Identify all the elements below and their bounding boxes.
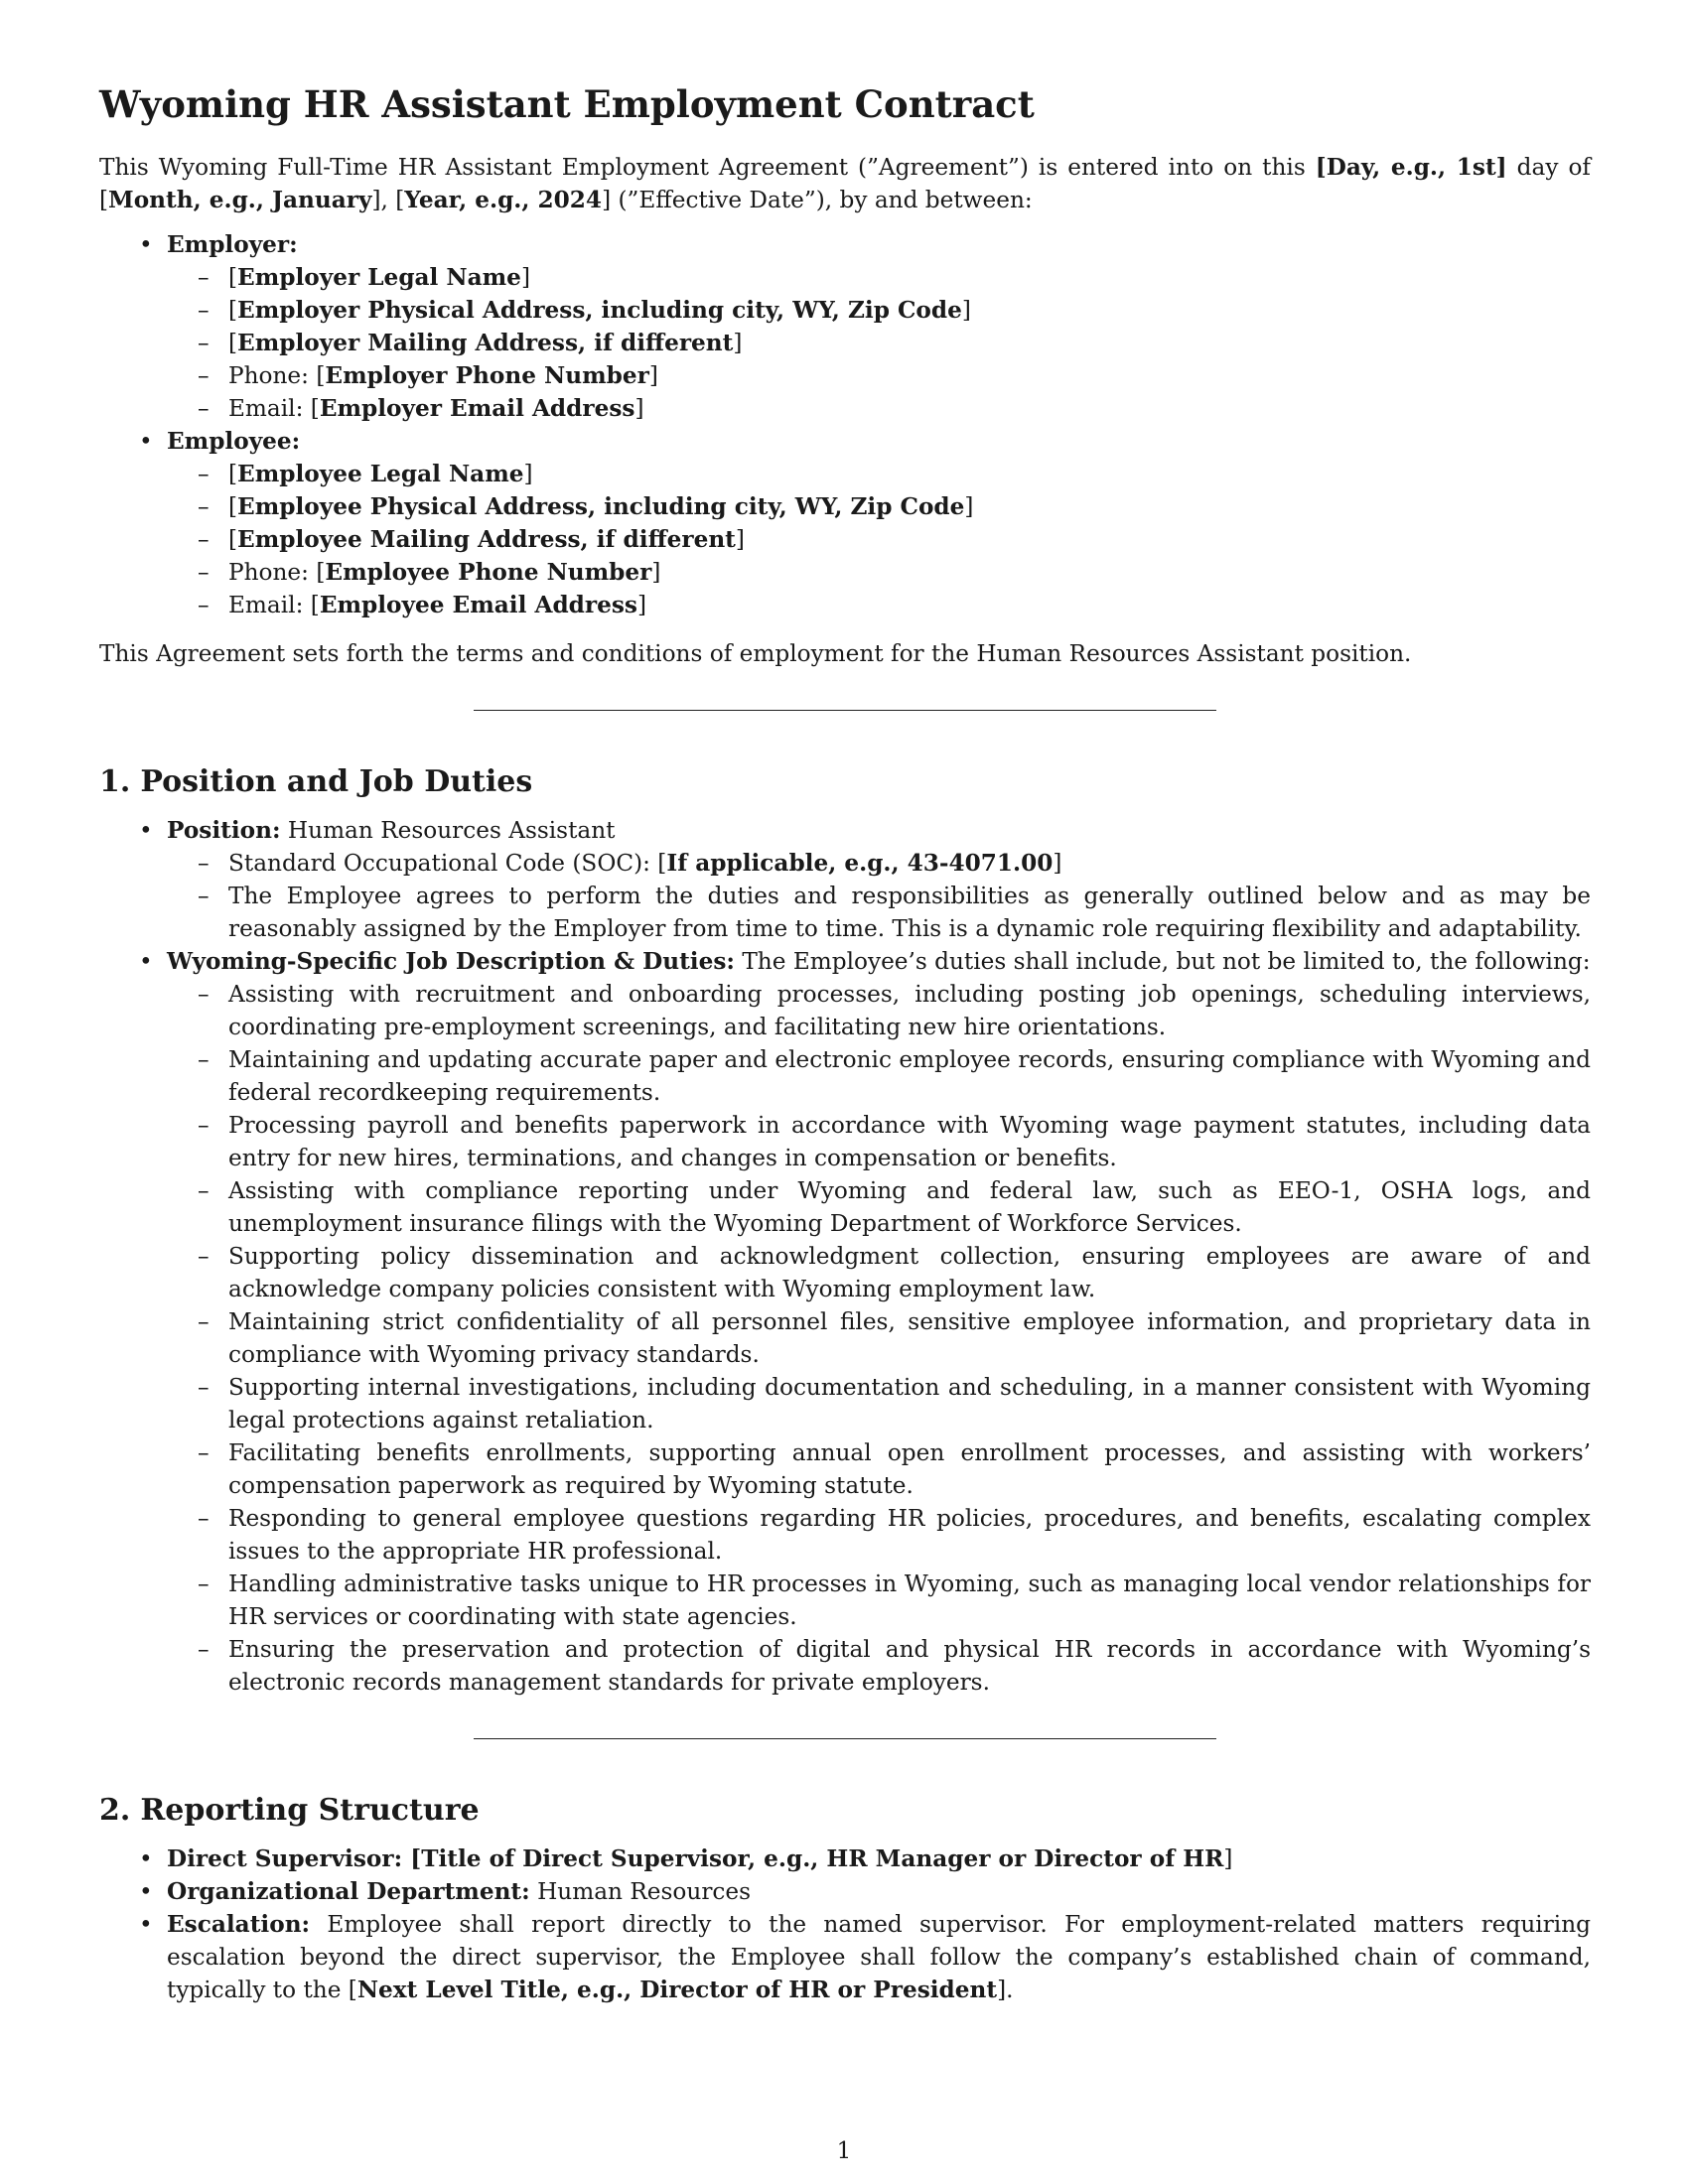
placeholder-text: Employer Email Address: [319, 395, 635, 422]
escalation-placeholder: Next Level Title, e.g., Director of HR or President: [356, 1977, 998, 2003]
position-details: [167, 847, 1591, 945]
employer-phone: – Phone: [Employer Phone Number]: [228, 359, 1591, 392]
year-placeholder: Year, e.g., 2024: [404, 187, 603, 213]
dash-icon: –: [198, 461, 210, 487]
duty-item: [198, 1436, 1591, 1502]
position-value: Human Resources Assistant: [280, 817, 616, 844]
duty-text: Assisting with recruitment and onboarding processes, including posting job openings, scheduling interviews, coordinating pre-employment screenings, and facilitating new hire orientations.: [228, 981, 1591, 1040]
email-label: Email:: [228, 395, 311, 422]
dash-icon: –: [198, 883, 210, 909]
department-label: Organizational Department:: [167, 1878, 530, 1905]
dash-icon: –: [198, 1570, 210, 1597]
duty-item: [198, 1174, 1591, 1240]
position-item: [139, 814, 1591, 945]
soc-item: – Standard Occupational Code (SOC): [If applicable, e.g., 43-4071.00]: [228, 847, 1591, 880]
day-placeholder: [Day, e.g., 1st]: [1315, 154, 1507, 181]
bullet-icon: •: [139, 428, 153, 455]
email-label: Email:: [228, 592, 311, 618]
document-page: [99, 81, 1591, 2006]
employee-label: Employee:: [167, 428, 301, 455]
bullet-icon: •: [139, 948, 153, 975]
dash-icon: –: [198, 1112, 210, 1139]
soc-label: Standard Occupational Code (SOC): [: [228, 850, 667, 877]
duty-item: [198, 1502, 1591, 1568]
employee-email: – Email: [Employee Email Address]: [228, 589, 1591, 621]
duty-item: [198, 1633, 1591, 1699]
soc-placeholder: If applicable, e.g., 43-4071.00: [666, 850, 1054, 877]
duty-text: Assisting with compliance reporting under Wyoming and federal law, such as EEO-1, OSHA logs, and unemployment insurance filings with the Wyoming Department of Workforce Services.: [228, 1177, 1591, 1237]
bullet-icon: •: [139, 817, 153, 844]
escalation-text: Employee shall report directly to the named supervisor. For employment-related matters requiring escalation beyond the direct supervisor, the Employee shall follow the company’s established chain of command, typically to the [: [167, 1911, 1591, 2003]
phone-label: Phone:: [228, 559, 317, 586]
section-number: 1.: [99, 764, 131, 799]
section-title: Reporting Structure: [140, 1793, 480, 1828]
employer-mailing-address: – [Employer Mailing Address, if different]: [228, 327, 1591, 359]
bullet-icon: •: [139, 1878, 153, 1905]
placeholder-text: Employer Legal Name: [237, 264, 521, 291]
dash-icon: –: [198, 1243, 210, 1270]
duty-text: Facilitating benefits enrollments, supporting annual open enrollment processes, and assisting with workers’ compensation paperwork as required by Wyoming statute.: [228, 1439, 1591, 1499]
department-item: [139, 1875, 1591, 1908]
dash-icon: –: [198, 592, 210, 618]
bullet-icon: •: [139, 1911, 153, 1938]
duty-item: [198, 1109, 1591, 1174]
placeholder-text: Employee Phone Number: [325, 559, 652, 586]
duty-item: [198, 1568, 1591, 1633]
section-2-list: [99, 1843, 1591, 2006]
dash-icon: –: [198, 1505, 210, 1532]
duty-item: [198, 1240, 1591, 1305]
placeholder-text: Employer Mailing Address, if different: [237, 330, 734, 356]
duty-text: Handling administrative tasks unique to HR processes in Wyoming, such as managing local vendor relationships for HR services or coordinating with state agencies.: [228, 1570, 1591, 1630]
placeholder-text: Employer Physical Address, including city, WY, Zip Code: [237, 297, 962, 324]
placeholder-text: Employee Mailing Address, if different: [237, 526, 736, 553]
duty-item: [198, 978, 1591, 1043]
placeholder-text: Employee Physical Address, including city, WY, Zip Code: [237, 493, 965, 520]
escalation-end: ].: [997, 1977, 1014, 2003]
employer-physical-address: – [Employer Physical Address, including city, WY, Zip Code]: [228, 294, 1591, 327]
duty-text: Supporting internal investigations, including documentation and scheduling, in a manner consistent with Wyoming legal protections against retaliation.: [228, 1374, 1591, 1433]
duties-list: [167, 978, 1591, 1699]
month-placeholder: Month, e.g., January: [108, 187, 372, 213]
employee-mailing-address: – [Employee Mailing Address, if different]: [228, 523, 1591, 556]
dash-icon: –: [198, 526, 210, 553]
agree-text: The Employee agrees to perform the duties and responsibilities as generally outlined below and as may be reasonably assigned by the Employer from time to time. This is a dynamic role requiring flexibility and adaptability.: [228, 883, 1591, 942]
dash-icon: –: [198, 264, 210, 291]
employer-details: [167, 261, 1591, 425]
page-number: 1: [836, 2138, 852, 2164]
document-title: Wyoming HR Assistant Employment Contract: [99, 82, 1035, 126]
placeholder-text: Employee Email Address: [319, 592, 637, 618]
intro-paragraph: [99, 151, 1591, 216]
department-value: Human Resources: [529, 1878, 752, 1905]
duty-item: [198, 1371, 1591, 1436]
employee-phone: – Phone: [Employee Phone Number]: [228, 556, 1591, 589]
supervisor-text: Direct Supervisor: [Title of Direct Supervisor, e.g., HR Manager or Director of HR: [167, 1845, 1224, 1872]
duties-label: Wyoming-Specific Job Description & Duties:: [167, 948, 735, 975]
dash-icon: –: [198, 1308, 210, 1335]
intro-text: This Wyoming Full-Time HR Assistant Employment Agreement (”Agreement”) is entered into on this: [99, 154, 1316, 181]
duty-text: Supporting policy dissemination and acknowledgment collection, ensuring employees are aware of and acknowledge company policies consistent with Wyoming employment law.: [228, 1243, 1591, 1302]
dash-icon: –: [198, 1046, 210, 1073]
duty-item: [198, 1043, 1591, 1109]
section-divider: [474, 710, 1216, 711]
employee-physical-address: – [Employee Physical Address, including city, WY, Zip Code]: [228, 490, 1591, 523]
employee-details: [167, 458, 1591, 621]
dash-icon: –: [198, 1374, 210, 1401]
section-1-heading: [99, 762, 1591, 802]
duties-intro: The Employee’s duties shall include, but not be limited to, the following:: [734, 948, 1591, 975]
intro-text: ] (”Effective Date”), by and between:: [602, 187, 1033, 213]
section-1-list: [99, 814, 1591, 1699]
employer-item: [139, 228, 1591, 425]
dash-icon: –: [198, 559, 210, 586]
dash-icon: –: [198, 1177, 210, 1204]
duty-text: Maintaining and updating accurate paper and electronic employee records, ensuring compliance with Wyoming and federal recordkeeping requirements.: [228, 1046, 1591, 1106]
dash-icon: –: [198, 981, 210, 1008]
employee-legal-name: – [Employee Legal Name]: [228, 458, 1591, 490]
duty-text: Processing payroll and benefits paperwork in accordance with Wyoming wage payment statutes, including data entry for new hires, terminations, and changes in compensation or benefits.: [228, 1112, 1591, 1171]
employee-item: [139, 425, 1591, 621]
bullet-icon: •: [139, 231, 153, 258]
duty-item: [198, 1305, 1591, 1371]
placeholder-text: Employee Legal Name: [237, 461, 524, 487]
dash-icon: –: [198, 493, 210, 520]
position-label: Position:: [167, 817, 281, 844]
escalation-item: [139, 1908, 1591, 2006]
duty-text: Maintaining strict confidentiality of all personnel files, sensitive employee information, and proprietary data in compliance with Wyoming privacy standards.: [228, 1308, 1591, 1368]
agree-item: [198, 880, 1591, 945]
phone-label: Phone:: [228, 362, 317, 389]
bullet-icon: •: [139, 1845, 153, 1872]
intro-text: ], [: [371, 187, 405, 213]
dash-icon: –: [198, 362, 210, 389]
placeholder-text: Employer Phone Number: [325, 362, 649, 389]
duties-item: [139, 945, 1591, 1699]
section-title: Position and Job Duties: [140, 764, 533, 799]
employer-label: Employer:: [167, 231, 298, 258]
intro-text: day of [: [99, 154, 1591, 213]
duty-text: Ensuring the preservation and protection of digital and physical HR records in accordance with Wyoming’s electronic records management standards for private employers.: [228, 1636, 1591, 1696]
summary-paragraph: This Agreement sets forth the terms and conditions of employment for the Human Resources Assistant position.: [99, 640, 1412, 667]
dash-icon: –: [198, 330, 210, 356]
employer-legal-name: – [Employer Legal Name]: [228, 261, 1591, 294]
section-number: 2.: [99, 1793, 131, 1828]
escalation-label: Escalation:: [167, 1911, 311, 1938]
duty-text: Responding to general employee questions regarding HR policies, procedures, and benefits, escalating complex issues to the appropriate HR professional.: [228, 1505, 1591, 1565]
employer-email: – Email: [Employer Email Address]: [228, 392, 1591, 425]
supervisor-item: • Direct Supervisor: [Title of Direct Supervisor, e.g., HR Manager or Director of HR]: [167, 1843, 1591, 1875]
dash-icon: –: [198, 1439, 210, 1466]
dash-icon: –: [198, 1636, 210, 1663]
parties-list: [99, 228, 1591, 621]
dash-icon: –: [198, 297, 210, 324]
section-2-heading: [99, 1791, 1591, 1831]
section-divider: [474, 1738, 1216, 1739]
dash-icon: –: [198, 395, 210, 422]
dash-icon: –: [198, 850, 210, 877]
